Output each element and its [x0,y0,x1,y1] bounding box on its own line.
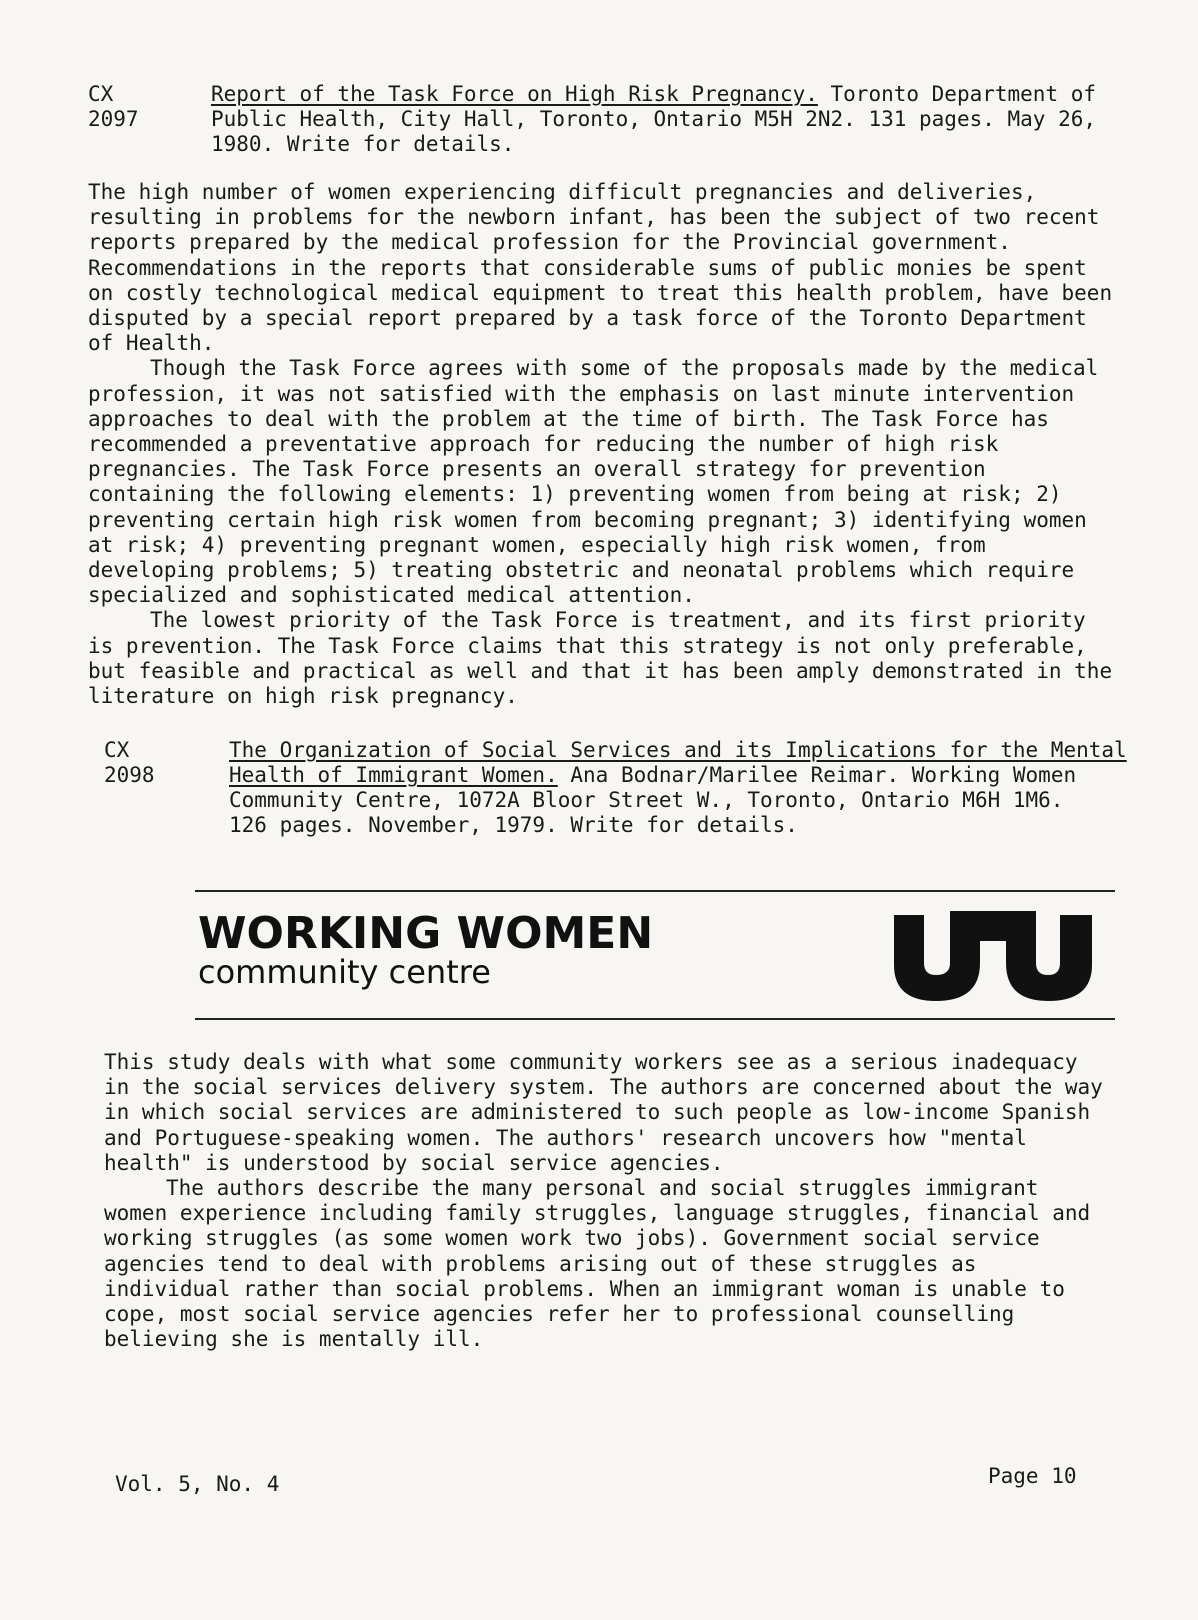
abstract-paragraph: Though the Task Force agrees with some of the proposals made by the medical profession, it was not satisfied with the emphasis on last minute intervention approaches to deal with the problem at the time of birth. The Task Force has recommended a preventative approach for reducing the number of high risk pregnancies. The Task Force presents an overall strategy for prevention containing the following elements: 1) preventing women from being at risk; 2) preventing certain high risk women from becoming pregnant; 3) identifying women at risk; 4) preventing pregnant women, especially high risk women, from developing problems; 5) treating obstetric and neonatal problems which require specialized and sophisticated medical attention. [88,356,1099,608]
entry-code [104,738,194,788]
logo-bottom-rule [195,1018,1115,1020]
entry-title-line-2: Health of Immigrant Women. [229,763,558,787]
abstract-paragraph: The authors describe the many personal and social struggles immigrant women experience including family struggles, language struggles, financial and working struggles (as some women work two jobs). Government social service agencies tend to deal with problems arising out of these struggles as individual rather than social problems. When an immigrant woman is unable to cope, most social service agencies refer her to professional counselling believing she is mentally ill. [104,1176,1091,1352]
citation-line-3: Community Centre, 1072A Bloor Street W., Toronto, Ontario M6H 1M6. [229,788,1064,812]
entry-code-number: 2097 [88,107,139,131]
citation-line-3: 1980. Write for details. [211,132,515,156]
ww-logo-icon [888,905,1098,1005]
entry-code-prefix: CX [88,82,114,106]
entry-code [88,82,178,132]
citation-line-4: 126 pages. November, 1979. Write for details. [229,813,798,837]
entry-citation [211,82,1096,157]
logo-top-rule [195,890,1115,892]
organization-logo-wordmark [198,908,818,991]
entry-title-line-1: The Organization of Social Services and its Implications for the Mental [229,738,1127,762]
abstract-paragraph: This study deals with what some community workers see as a serious inadequacy in the social services delivery system. The authors are concerned about the way in which social services are administered to such people as low-income Spanish and Portuguese-speaking women. The authors' research uncovers how "mental health" is understood by social service agencies. [104,1050,1103,1175]
page-number: Page 10 [988,1464,1077,1488]
abstract-paragraph: The lowest priority of the Task Force is treatment, and its first priority is prevention. The Task Force claims that this strategy is not only preferable, but feasible and practical as well and that it has been amply demonstrated in the literature on high risk pregnancy. [88,608,1113,709]
citation-publisher: Toronto Department of [817,82,1097,106]
entry-citation [229,738,1127,838]
citation-line-2 [229,763,1127,788]
entry-cx2098-abstract [104,1050,1114,1352]
entry-title: Report of the Task Force on High Risk Pregnancy. [211,82,818,106]
entry-cx2098-header [104,738,1127,843]
logo-main-text: WORKING WOMEN [198,908,654,959]
entry-cx2097-header [88,82,1128,162]
entry-cx2097-abstract [88,180,1118,709]
citation-authors: Ana Bodnar/Marilee Reimar. Working Women [557,763,1077,787]
citation-line-1 [211,82,1096,107]
volume-number: Vol. 5, No. 4 [115,1472,280,1496]
abstract-paragraph: The high number of women experiencing difficult pregnancies and deliveries, resulting in problems for the newborn infant, has been the subject of two recent reports prepared by the medical profession for the Provincial government. Recommendations in the reports that considerable sums of public monies be spent on costly technological medical equipment to treat this health problem, have been disputed by a special report prepared by a task force of the Toronto Department of Health. [88,180,1113,356]
entry-code-number: 2098 [104,763,155,787]
citation-line-2: Public Health, City Hall, Toronto, Ontario M5H 2N2. 131 pages. May 26, [211,107,1097,131]
logo-sub-text: community centre [198,953,491,991]
entry-code-prefix: CX [104,738,130,762]
